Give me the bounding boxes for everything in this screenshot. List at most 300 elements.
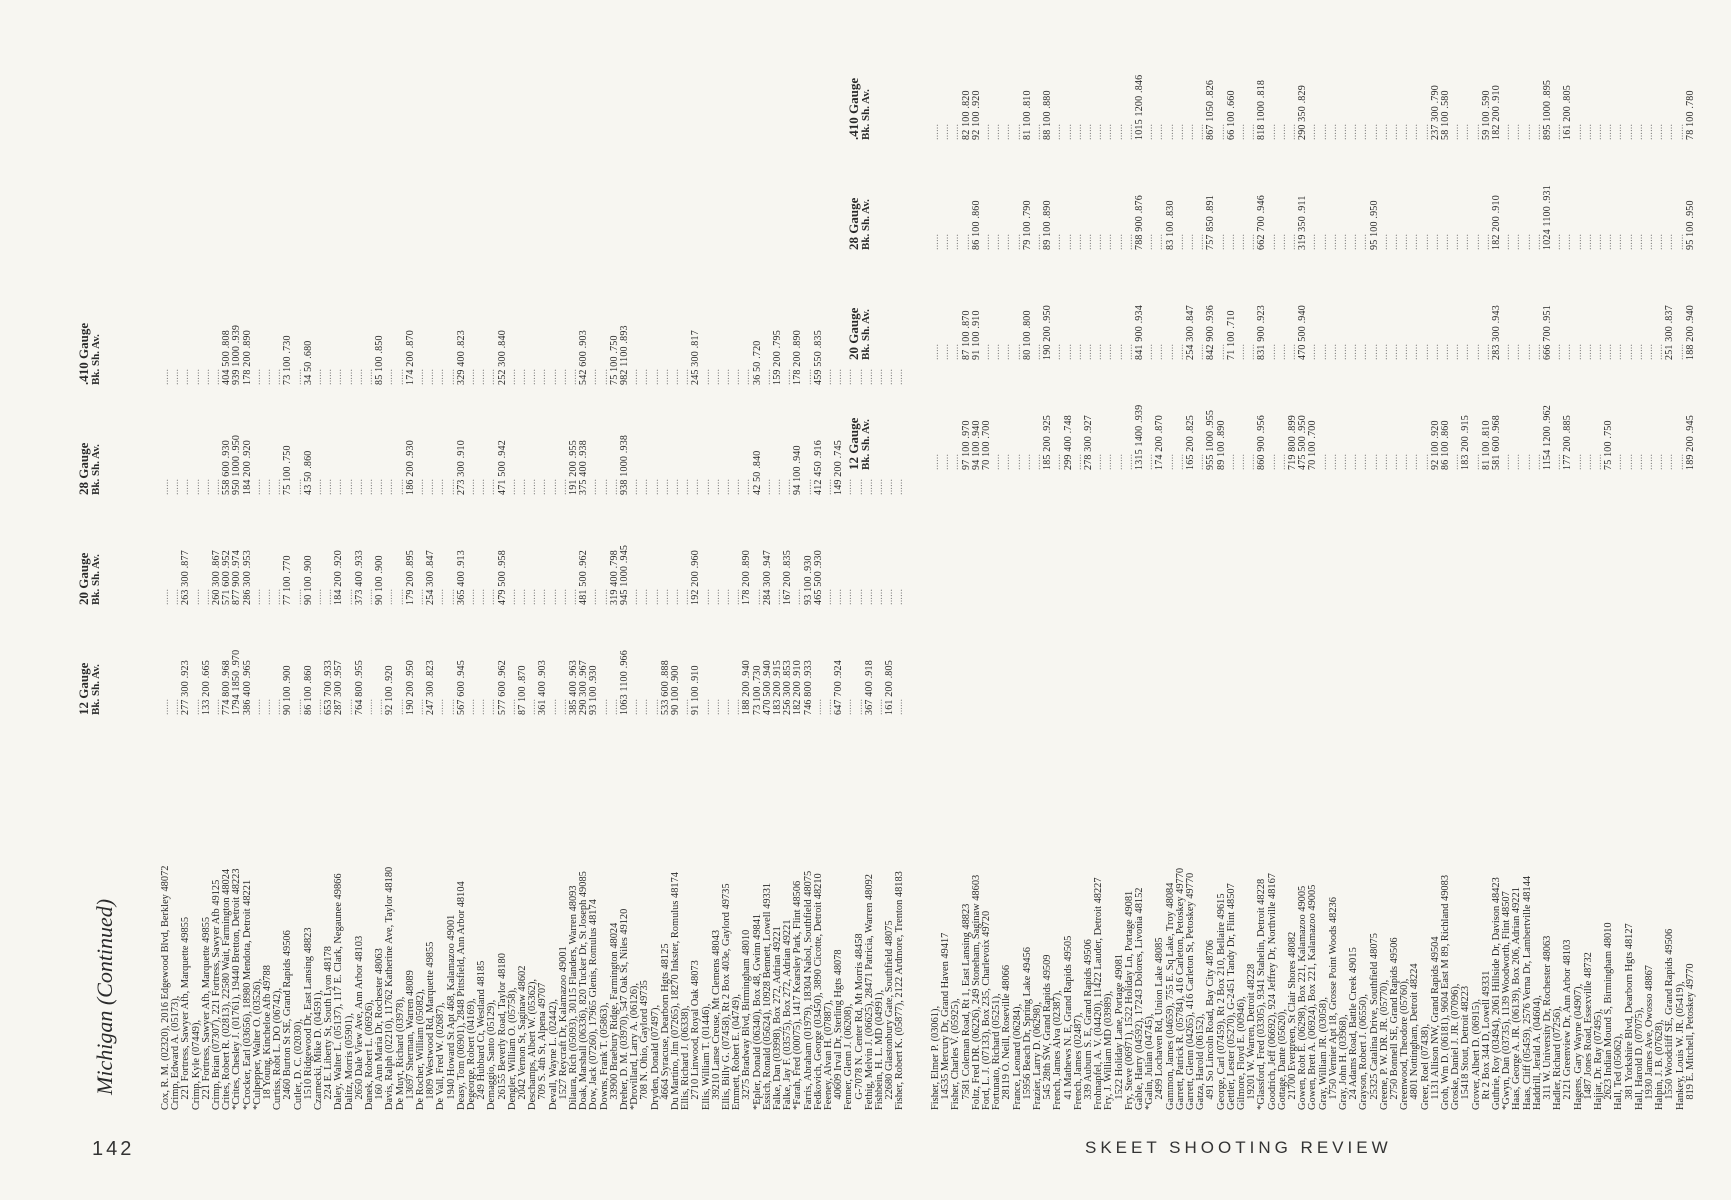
empty-score-dots: ...... — [292, 698, 304, 715]
member-entry: G-7078 N. Center Rd, Mt Morris 48458 — [853, 933, 865, 1110]
empty-score-dots: ...... — [547, 478, 559, 495]
empty-score-dots: ...... — [211, 478, 222, 495]
gauge-score: 59 100 .590 — [1480, 90, 1492, 140]
gauge-score: 78 100 .780 — [1684, 90, 1696, 140]
empty-score-dots: ...... — [466, 478, 477, 495]
gauge-score: 174 200 .870 — [1154, 415, 1166, 470]
empty-score-dots: ...... — [1613, 233, 1625, 250]
member-entry: Deschamps, Albert W. (05362), — [527, 978, 539, 1110]
empty-score-dots: ...... — [170, 368, 182, 385]
member-entry: Deasy, Tom (06901), 2848 Pittsfield, Ann Arbor 48104 — [455, 881, 467, 1110]
empty-score-dots: ...... — [160, 478, 171, 495]
gauge-score: 81 100 .810 — [1021, 90, 1033, 140]
empty-score-dots: ...... — [251, 368, 263, 385]
empty-score-dots: ...... — [1032, 123, 1043, 140]
empty-score-dots: ...... — [731, 588, 743, 605]
gauge-score: 290 300 .967 — [578, 660, 590, 715]
empty-score-dots: ...... — [1552, 343, 1564, 360]
gauge-score: 185 200 .925 — [1042, 415, 1054, 470]
member-entry: *Farah, Fred (00075), 1417 Kearsley Park, Flint 48506 — [792, 880, 804, 1110]
empty-score-dots: ...... — [1327, 123, 1339, 140]
empty-score-dots: ...... — [639, 368, 651, 385]
empty-score-dots: ...... — [527, 698, 539, 715]
member-entry: 28119 O. Neill, Roseville 48066 — [1001, 964, 1013, 1110]
empty-score-dots: ...... — [180, 478, 192, 495]
empty-score-dots: ...... — [940, 123, 952, 140]
empty-score-dots: ...... — [1164, 343, 1176, 360]
gauge-header-sub: Bk. Sh. Av. — [860, 419, 872, 470]
empty-score-dots: ...... — [1001, 233, 1013, 250]
member-entry: Foltz, Fred DR. (06226), 249 Stoneham, Saginaw 48603 — [970, 874, 982, 1110]
empty-score-dots: ...... — [863, 588, 875, 605]
empty-score-dots: ...... — [1654, 233, 1666, 250]
empty-score-dots: ...... — [930, 233, 941, 250]
empty-score-dots: ...... — [547, 368, 559, 385]
empty-score-dots: ...... — [160, 588, 171, 605]
empty-score-dots: ...... — [700, 698, 712, 715]
empty-score-dots: ...... — [1654, 123, 1666, 140]
gauge-score: 373 400 .933 — [353, 550, 365, 605]
member-entry: Demaggio, Santo (05129), — [486, 999, 498, 1110]
empty-score-dots: ...... — [1511, 233, 1523, 250]
empty-score-dots: ...... — [884, 588, 896, 605]
empty-score-dots: ...... — [537, 368, 549, 385]
empty-score-dots: ...... — [1593, 123, 1604, 140]
member-entry: 221 Fortress, Sawyer Afb, Marquette 49855 — [180, 916, 192, 1110]
member-entry: Hajjar, Dr. Ray (07495), — [1593, 1008, 1604, 1110]
empty-score-dots: ...... — [874, 588, 885, 605]
member-entry: Daley, Walter L. (05137), 117 E. Clark, Negaunee 49866 — [333, 873, 345, 1110]
member-entry: Hall, Harold D. (07075), — [1633, 1007, 1645, 1110]
empty-score-dots: ...... — [394, 368, 406, 385]
gauge-score: 159 200 .795 — [772, 330, 783, 385]
empty-score-dots: ...... — [1389, 453, 1400, 470]
empty-score-dots: ...... — [950, 343, 962, 360]
empty-score-dots: ...... — [1613, 343, 1625, 360]
empty-score-dots: ...... — [1419, 343, 1431, 360]
gauge-header-sub: Bk. Sh. Av. — [90, 444, 102, 495]
empty-score-dots: ...... — [1276, 453, 1288, 470]
empty-score-dots: ...... — [313, 588, 324, 605]
empty-score-dots: ...... — [629, 698, 641, 715]
empty-score-dots: ...... — [364, 478, 375, 495]
member-entry: Feeney, Alvan H. (07887), — [823, 999, 834, 1110]
member-entry: Doak, Marshall (06336), 820 Tucker Dr, St Joseph 49085 — [578, 871, 590, 1110]
gauge-score: 842 900 .936 — [1205, 305, 1217, 360]
member-entry: Dryden, Donald (07497), — [649, 1004, 661, 1110]
empty-score-dots: ...... — [1674, 123, 1686, 140]
empty-score-dots: ...... — [1531, 453, 1543, 470]
empty-score-dots: ...... — [649, 478, 661, 495]
empty-score-dots: ...... — [1246, 453, 1258, 470]
empty-score-dots: ...... — [1338, 453, 1349, 470]
member-entry: Greene, P. W. DR. JR. (05770), — [1378, 979, 1390, 1110]
member-entry: Greer, Roel (07438), — [1419, 1023, 1431, 1110]
empty-score-dots: ...... — [415, 698, 426, 715]
gauge-score: 877 900 .974 — [231, 550, 243, 605]
member-entry: 491 So Lincoln Road, Bay City 48706 — [1205, 940, 1217, 1110]
member-entry: *Epler, Donald (06340), Box 48, Gwinn 49841 — [751, 913, 763, 1110]
empty-score-dots: ...... — [1246, 123, 1258, 140]
empty-score-dots: ...... — [1032, 453, 1043, 470]
gauge-score — [894, 369, 905, 385]
member-entry: Gray, John H. (03968), — [1338, 1014, 1349, 1110]
empty-score-dots: ...... — [874, 368, 885, 385]
empty-score-dots: ...... — [1001, 453, 1013, 470]
empty-score-dots: ...... — [506, 698, 518, 715]
empty-score-dots: ...... — [1501, 343, 1513, 360]
member-entry: Crimp, Edward A. (05173), — [170, 995, 182, 1110]
empty-score-dots: ...... — [1154, 123, 1166, 140]
empty-score-dots: ...... — [374, 478, 386, 495]
empty-score-dots: ...... — [1531, 123, 1543, 140]
empty-score-dots: ...... — [782, 478, 794, 495]
empty-score-dots: ...... — [1501, 123, 1513, 140]
gauge-score: 75 100 .750 — [608, 335, 620, 385]
empty-score-dots: ...... — [1633, 453, 1645, 470]
member-entry: 249 Hubbard Ct, Westland 48185 — [476, 960, 488, 1110]
empty-score-dots: ...... — [435, 368, 447, 385]
empty-score-dots: ...... — [981, 343, 992, 360]
empty-score-dots: ...... — [1011, 233, 1023, 250]
empty-score-dots: ...... — [1113, 233, 1125, 250]
empty-score-dots: ...... — [1419, 233, 1431, 250]
member-entry: Hall, Ted (05062), — [1613, 1033, 1625, 1110]
empty-score-dots: ...... — [1225, 453, 1237, 470]
empty-score-dots: ...... — [1399, 123, 1411, 140]
empty-score-dots: ...... — [1083, 343, 1094, 360]
member-entry: 1930 James Ave, Owosso 48867 — [1644, 965, 1655, 1110]
gauge-score: 188 200 .940 — [741, 660, 753, 715]
empty-score-dots: ...... — [1123, 233, 1135, 250]
gauge-score: 88 100 .880 — [1042, 90, 1054, 140]
empty-score-dots: ...... — [343, 478, 355, 495]
empty-score-dots: ...... — [1552, 233, 1564, 250]
empty-score-dots: ...... — [343, 698, 355, 715]
gauge-score: 167 200 .835 — [782, 550, 794, 605]
member-entry: Cox, R. M. (02320), 2016 Edgewood Blvd, Berkley 48072 — [160, 865, 171, 1110]
empty-score-dots: ...... — [557, 698, 569, 715]
empty-score-dots: ...... — [1593, 453, 1604, 470]
member-entry: Guthrie, Roy (03494), 2061 Hillside Dr, Davison 48423 — [1491, 877, 1502, 1110]
empty-score-dots: ...... — [853, 698, 865, 715]
empty-score-dots: ...... — [1093, 233, 1105, 250]
member-entry: Emmett, Robert E. (04749), — [731, 993, 743, 1110]
empty-score-dots: ...... — [1593, 343, 1604, 360]
empty-score-dots: ...... — [1378, 233, 1390, 250]
empty-score-dots: ...... — [1531, 343, 1543, 360]
empty-score-dots: ...... — [680, 588, 692, 605]
gauge-score: 90 100 .900 — [302, 555, 314, 605]
empty-score-dots: ...... — [659, 588, 671, 605]
gauge-score: 83 100 .830 — [1164, 200, 1176, 250]
empty-score-dots: ...... — [1011, 343, 1023, 360]
empty-score-dots: ...... — [1072, 123, 1084, 140]
empty-score-dots: ...... — [823, 588, 834, 605]
empty-score-dots: ...... — [1287, 343, 1298, 360]
gauge-score: 277 300 .923 — [180, 660, 192, 715]
empty-score-dots: ...... — [940, 453, 952, 470]
empty-score-dots: ...... — [486, 368, 498, 385]
empty-score-dots: ...... — [1378, 343, 1390, 360]
gauge-score: 365 400 .913 — [455, 550, 467, 605]
member-entry: Crimp, Brian (07307), 221 Fortress, Sawyer Afb 49125 — [211, 879, 222, 1110]
empty-score-dots: ...... — [1399, 453, 1411, 470]
member-entry: Du Martino, Jim (07265), 18270 Inkster, Romulus 48174 — [670, 872, 681, 1110]
gauge-score: 165 200 .825 — [1185, 415, 1196, 470]
empty-score-dots: ...... — [466, 698, 477, 715]
gauge-score: 89 100 .890 — [1042, 200, 1054, 250]
empty-score-dots: ...... — [1236, 343, 1247, 360]
gauge-score: 79 100 .790 — [1021, 200, 1033, 250]
empty-score-dots: ...... — [1195, 343, 1207, 360]
empty-score-dots: ...... — [445, 698, 457, 715]
empty-score-dots: ...... — [710, 588, 722, 605]
empty-score-dots: ...... — [364, 588, 375, 605]
gauge-score: 256 300 .853 — [782, 660, 794, 715]
gauge-score: 149 200 .745 — [833, 440, 845, 495]
empty-score-dots: ...... — [415, 588, 426, 605]
empty-score-dots: ...... — [1174, 123, 1186, 140]
empty-score-dots: ...... — [853, 588, 865, 605]
member-entry: Gray, William JR. (03058), — [1317, 997, 1329, 1110]
gauge-score: 982 1100 .893 — [619, 325, 630, 385]
empty-score-dots: ...... — [1195, 233, 1207, 250]
member-entry: Rt 2 Box 344 D, Lowell 49331 — [1480, 970, 1492, 1110]
member-entry: Garrett, Patrick R. (05784), 416 Carleton, Petoskey 49770 — [1174, 867, 1186, 1110]
gauge-score: 36 50 .720 — [751, 340, 763, 385]
empty-score-dots: ...... — [1072, 233, 1084, 250]
empty-score-dots: ...... — [1052, 233, 1064, 250]
gauge-header-sub: Bk. Sh. Av. — [860, 309, 872, 360]
empty-score-dots: ...... — [1052, 453, 1064, 470]
member-entry: France, Leonard (06284), — [1011, 1003, 1023, 1110]
empty-score-dots: ...... — [1052, 123, 1064, 140]
gauge-score: 86 100 .860 — [970, 200, 982, 250]
member-entry: Cutler, D. C. (02030), — [292, 1018, 304, 1110]
empty-score-dots: ...... — [1236, 123, 1247, 140]
empty-score-dots: ...... — [1674, 453, 1686, 470]
empty-score-dots: ...... — [782, 368, 794, 385]
empty-score-dots: ...... — [1654, 343, 1666, 360]
empty-score-dots: ...... — [843, 698, 855, 715]
empty-score-dots: ...... — [262, 588, 273, 605]
gauge-score: 283 300 .943 — [1491, 305, 1502, 360]
empty-score-dots: ...... — [435, 588, 447, 605]
empty-score-dots: ...... — [1633, 233, 1645, 250]
member-entry: *Crocker, Earl (03656), 18980 Mendota, Detroit 48221 — [241, 879, 253, 1110]
member-entry: Hadler, Richard (07256), — [1552, 1005, 1564, 1110]
gauge-header-title: 12 Gauge — [76, 662, 91, 715]
gauge-score: 945 1000 .945 — [619, 544, 630, 605]
member-entry: Fedkovich, George (03450), 3890 Cicotte, Detroit 48210 — [812, 873, 824, 1110]
gauge-score: 85 100 .850 — [374, 335, 386, 385]
empty-score-dots: ...... — [721, 588, 732, 605]
empty-score-dots: ...... — [1633, 123, 1645, 140]
empty-score-dots: ...... — [1572, 123, 1584, 140]
empty-score-dots: ...... — [1562, 233, 1574, 250]
gauge-score: 412 450 .916 — [812, 440, 824, 495]
empty-score-dots: ...... — [1144, 453, 1156, 470]
member-entry: 7581 Coleman Road, Rt 1, East Lansing 48823 — [960, 903, 972, 1110]
empty-score-dots: ...... — [557, 368, 569, 385]
member-entry: 1809 Westwood Rd, Marquette 49855 — [425, 941, 437, 1110]
empty-score-dots: ...... — [1144, 343, 1156, 360]
empty-score-dots: ...... — [1450, 453, 1462, 470]
gauge-header-title: 12 Gauge — [846, 417, 861, 470]
gauge-score: 273 300 .910 — [455, 440, 467, 495]
empty-score-dots: ...... — [272, 588, 284, 605]
member-entry: Dreher, D. M. (03970), 547 Oak St, Niles 49120 — [619, 908, 630, 1110]
empty-score-dots: ...... — [1429, 233, 1441, 250]
gauge-score: 93 100 .930 — [802, 555, 814, 605]
empty-score-dots: ...... — [527, 478, 539, 495]
gauge-header-sub: Bk. Sh. Av. — [90, 664, 102, 715]
empty-score-dots: ...... — [741, 368, 753, 385]
empty-score-dots: ...... — [1572, 453, 1584, 470]
gauge-score: 58 100 .580 — [1440, 90, 1451, 140]
gauge-score: 1154 1200 .962 — [1542, 405, 1553, 470]
empty-score-dots: ...... — [833, 588, 845, 605]
gauge-score: 178 200 .890 — [241, 330, 253, 385]
member-entry: 24 Adams Road, Battle Creek 49015 — [1348, 947, 1360, 1110]
empty-score-dots: ...... — [1674, 343, 1686, 360]
empty-score-dots: ...... — [1623, 453, 1635, 470]
empty-score-dots: ...... — [1123, 123, 1135, 140]
gauge-score: 254 300 .847 — [425, 550, 437, 605]
empty-score-dots: ...... — [588, 368, 600, 385]
empty-score-dots: ...... — [1287, 233, 1298, 250]
empty-score-dots: ...... — [1572, 343, 1584, 360]
empty-score-dots: ...... — [1409, 343, 1421, 360]
empty-score-dots: ...... — [1093, 123, 1105, 140]
empty-score-dots: ...... — [537, 588, 549, 605]
empty-score-dots: ...... — [435, 478, 447, 495]
empty-score-dots: ...... — [843, 368, 855, 385]
empty-score-dots: ...... — [476, 478, 488, 495]
empty-score-dots: ...... — [313, 368, 324, 385]
empty-score-dots: ...... — [680, 478, 692, 495]
gauge-score: 938 1000 .938 — [619, 434, 630, 495]
gauge-score: 91 100 .910 — [690, 665, 702, 715]
empty-score-dots: ...... — [1276, 233, 1288, 250]
empty-score-dots: ...... — [629, 368, 641, 385]
empty-score-dots: ...... — [1338, 123, 1349, 140]
gauge-score: 90 100 .900 — [670, 665, 681, 715]
empty-score-dots: ...... — [761, 478, 773, 495]
member-entry: 40609 Irval Dr, Sterling Hgts 48078 — [833, 949, 845, 1110]
empty-score-dots: ...... — [1113, 343, 1125, 360]
gauge-score: 367 400 .918 — [863, 660, 875, 715]
empty-score-dots: ...... — [1266, 233, 1278, 250]
empty-score-dots: ...... — [1480, 233, 1492, 250]
member-entry: Ellis, William T. (01446), — [700, 1003, 712, 1110]
gauge-score: 319 350 .911 — [1297, 195, 1309, 250]
empty-score-dots: ...... — [343, 588, 355, 605]
gauge-score: 161 200 .805 — [884, 660, 896, 715]
empty-score-dots: ...... — [1582, 233, 1594, 250]
member-entry: Hagens, Gary Wayne (04907), — [1572, 983, 1584, 1110]
gauge-score: 87 100 .870 — [517, 665, 528, 715]
gauge-score: 764 800 .955 — [353, 660, 365, 715]
empty-score-dots: ...... — [190, 588, 202, 605]
gauge-header-sub: Bk. Sh. Av. — [860, 199, 872, 250]
empty-score-dots: ...... — [981, 123, 992, 140]
empty-score-dots: ...... — [1185, 123, 1196, 140]
empty-score-dots: ...... — [527, 588, 539, 605]
footer-title: SKEET SHOOTING REVIEW — [1085, 1138, 1392, 1157]
gauge-score: 260 300 .867 — [211, 550, 222, 605]
empty-score-dots: ...... — [1052, 343, 1064, 360]
empty-score-dots: ...... — [415, 478, 426, 495]
empty-score-dots: ...... — [1307, 343, 1319, 360]
empty-score-dots: ...... — [1644, 453, 1655, 470]
empty-score-dots: ...... — [940, 233, 952, 250]
empty-score-dots: ...... — [1123, 343, 1135, 360]
empty-score-dots: ...... — [1450, 233, 1462, 250]
empty-score-dots: ...... — [547, 588, 559, 605]
empty-score-dots: ...... — [1062, 123, 1074, 140]
empty-score-dots: ...... — [1113, 453, 1125, 470]
gauge-score: 286 300 .953 — [241, 550, 253, 605]
empty-score-dots: ...... — [950, 123, 962, 140]
gauge-score: 542 600 .903 — [578, 330, 590, 385]
empty-score-dots: ...... — [649, 588, 661, 605]
empty-score-dots: ...... — [670, 588, 681, 605]
empty-score-dots: ...... — [466, 368, 477, 385]
empty-score-dots: ...... — [960, 233, 972, 250]
member-entry: 708 N. Ohio, Gaylord 49735 — [639, 980, 651, 1110]
empty-score-dots: ...... — [476, 588, 488, 605]
gauge-score: 558 600 .930 — [221, 440, 233, 495]
member-entry: *Culpepper, Walter O. (03526), — [251, 978, 263, 1110]
gauge-score: 92 100 .920 — [384, 665, 396, 715]
gauge-score: 247 300 .823 — [425, 660, 437, 715]
empty-score-dots: ...... — [981, 233, 992, 250]
empty-score-dots: ...... — [506, 588, 518, 605]
member-entry: Curtiss, Robt L. DO (06742), — [272, 987, 284, 1110]
gauge-score: 188 200 .940 — [1684, 305, 1696, 360]
empty-score-dots: ...... — [1623, 233, 1635, 250]
empty-score-dots: ...... — [547, 698, 559, 715]
empty-score-dots: ...... — [1266, 123, 1278, 140]
member-entry: Gowen, Robt E. (06298), Box 221, Kalamazoo 49005 — [1297, 885, 1309, 1110]
empty-score-dots: ...... — [1582, 123, 1594, 140]
gauge-score: 666 700 .951 — [1542, 305, 1553, 360]
gauge-score: 182 200 .910 — [1491, 195, 1502, 250]
gauge-score: 567 600 .945 — [455, 660, 467, 715]
member-entry: *Drovillard, Larry A. (06126), — [629, 983, 641, 1110]
member-entry: *Glassford, Fred (03305), 9341 Stahelin, Detroit 48228 — [1256, 878, 1268, 1110]
gauge-score: 75 100 .750 — [282, 445, 294, 495]
empty-score-dots: ...... — [721, 698, 732, 715]
member-entry: De Muyt, Richard (03978), — [394, 996, 406, 1110]
empty-score-dots: ...... — [1368, 453, 1380, 470]
empty-score-dots: ...... — [1644, 233, 1655, 250]
member-entry: *Gwyn, Dan (03735), 1139 Woodworth, Flint 48507 — [1501, 891, 1513, 1110]
empty-score-dots: ...... — [874, 478, 885, 495]
empty-score-dots: ...... — [1501, 233, 1513, 250]
member-entry: Greenwood, Theodore (05760), — [1399, 978, 1411, 1110]
member-entry: Fisher, Robert K. (05877), 2122 Ardmore, Trenton 48183 — [894, 871, 906, 1110]
gauge-score: 252 300 .840 — [496, 330, 508, 385]
gauge-header-sub: Bk. Sh. Av. — [90, 554, 102, 605]
gauge-score: 319 400 .798 — [608, 550, 620, 605]
empty-score-dots: ...... — [1399, 233, 1411, 250]
empty-score-dots: ...... — [1174, 233, 1186, 250]
member-entry: Fethig, Melvin J. (06625), 28471 Patricia, Warren 48092 — [863, 874, 875, 1110]
empty-score-dots: ...... — [1511, 123, 1523, 140]
